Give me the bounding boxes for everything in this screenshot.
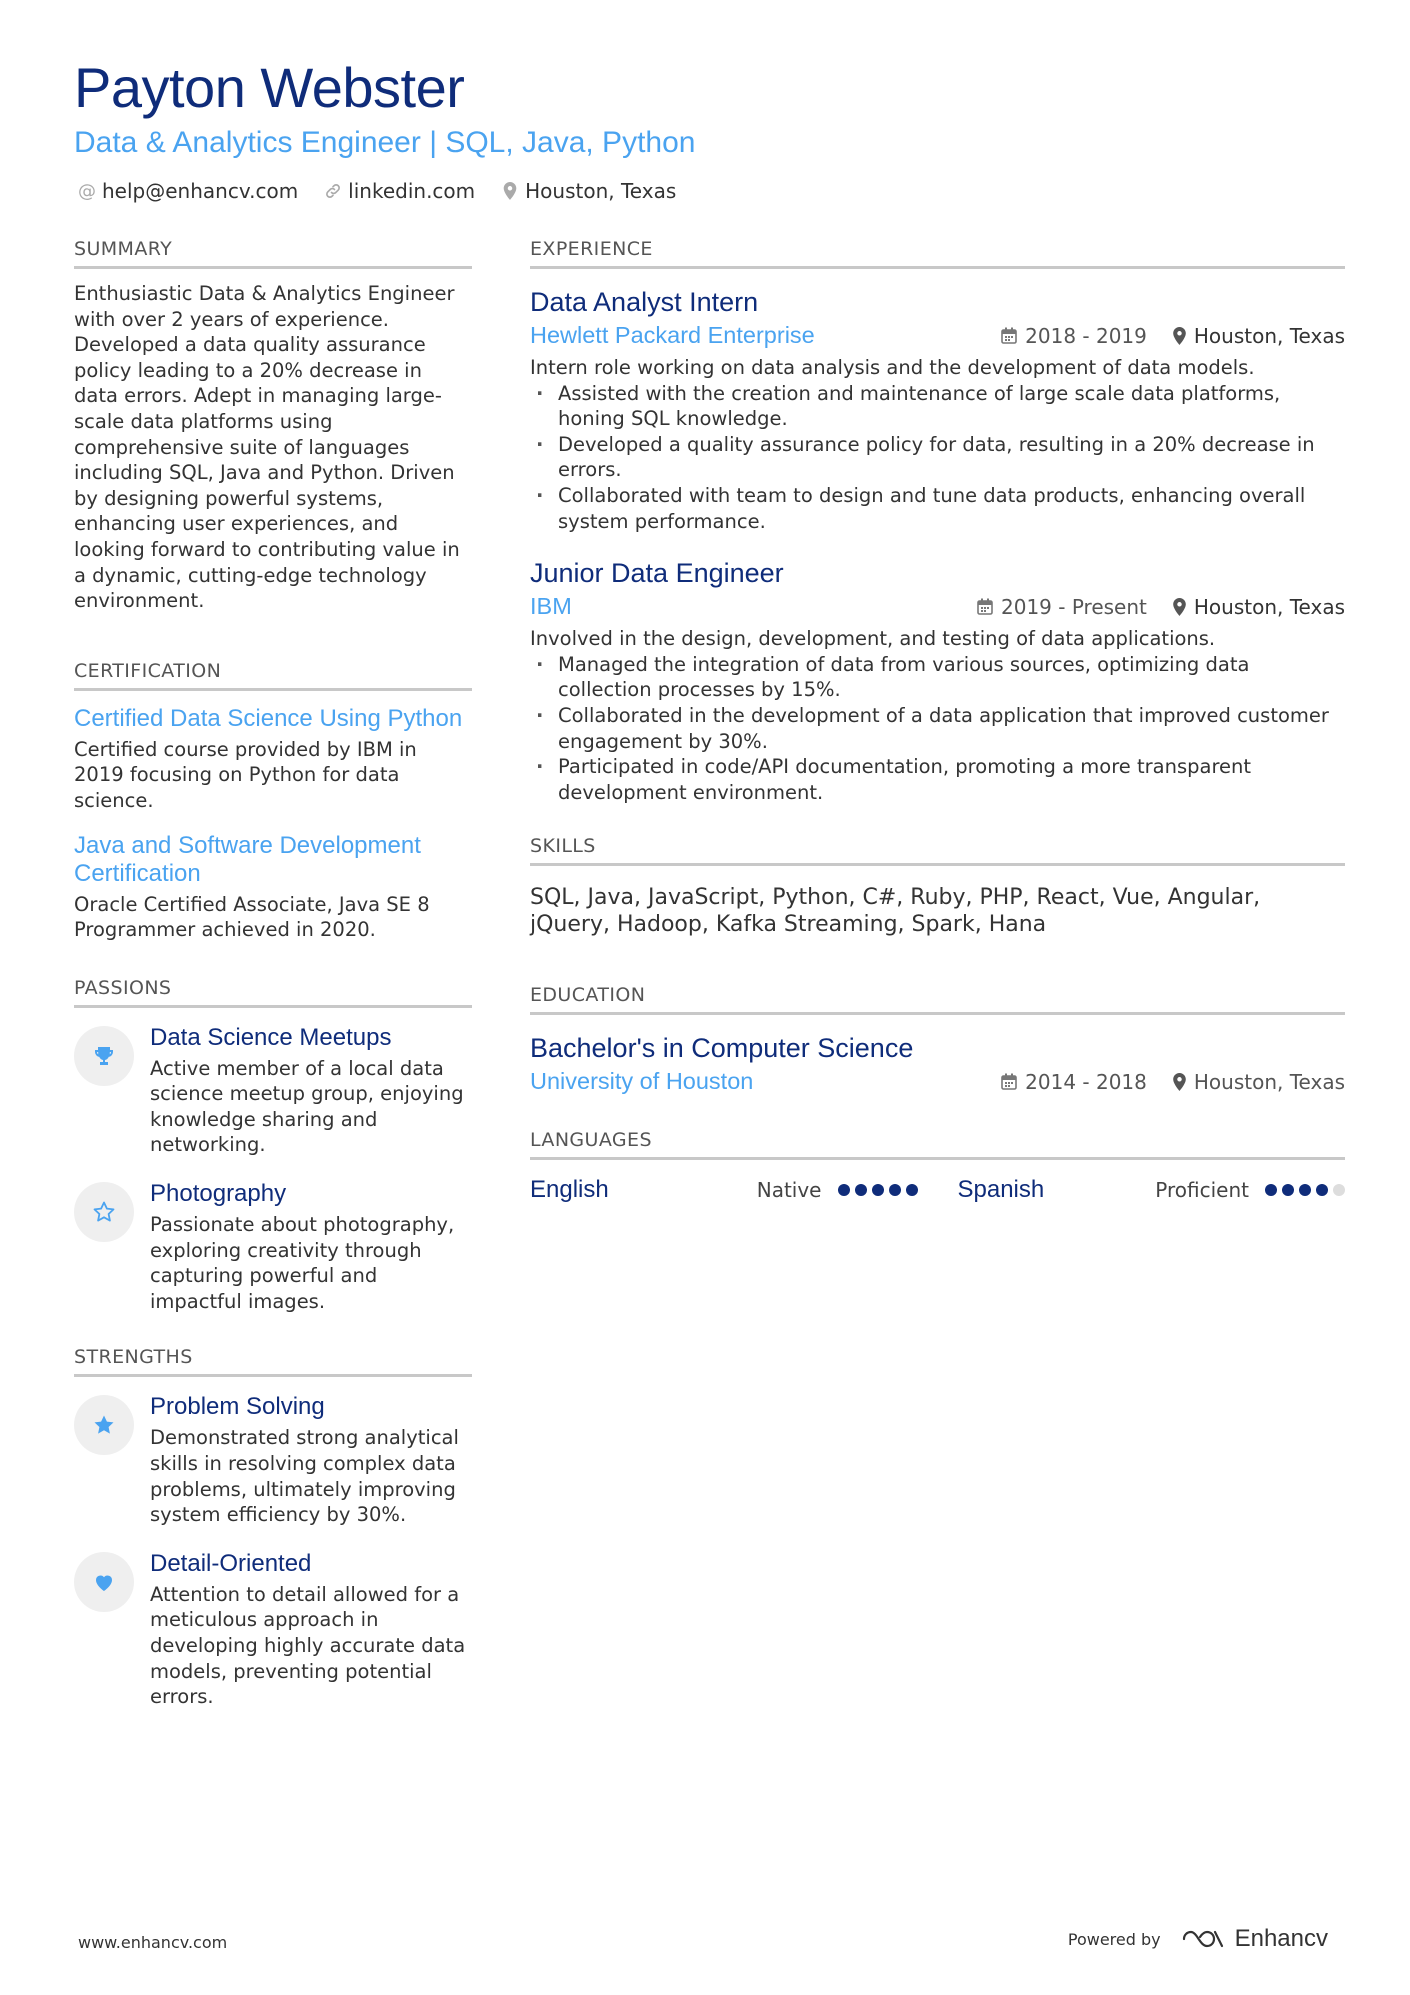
contact-linkedin-text: linkedin.com <box>348 179 476 203</box>
strengths-heading: STRENGTHS <box>74 1346 472 1377</box>
education-school: University of Houston <box>530 1068 754 1095</box>
strength-title: Problem Solving <box>150 1393 325 1421</box>
rating-dot-empty <box>1333 1184 1345 1196</box>
certification-title: Certified Data Science Using Python <box>74 704 463 732</box>
summary-section <box>74 238 472 614</box>
job-bullet: · Collaborated with team to design and tune data products, enhancing overall system performance. <box>530 483 1345 534</box>
experience-heading: EXPERIENCE <box>530 238 1345 269</box>
languages-heading: LANGUAGES <box>530 1129 1345 1160</box>
education-location-text: Houston, Texas <box>1193 1069 1345 1094</box>
job-bullet: · Participated in code/API documentation, promoting a more transparent development environment. <box>530 754 1345 805</box>
job-company: Hewlett Packard Enterprise <box>530 322 815 348</box>
location-pin-icon <box>501 182 519 200</box>
resume-headline: Data & Analytics Engineer | SQL, Java, Python <box>74 126 696 159</box>
job-entry <box>530 556 1345 805</box>
resume-name: Payton Webster <box>74 56 465 119</box>
education-meta-row <box>530 1068 1345 1095</box>
language-proficiency <box>1155 1178 1345 1202</box>
passion-content <box>150 1180 472 1314</box>
languages-section <box>530 1129 1345 1204</box>
location-pin-icon <box>1173 598 1186 616</box>
job-bullet: · Collaborated in the development of a data application that improved customer engagement by 30%. <box>530 703 1345 754</box>
strengths-section <box>74 1346 472 1709</box>
education-dates-text: 2014 - 2018 <box>1025 1069 1147 1094</box>
link-icon <box>324 182 342 200</box>
job-bullet: · Developed a quality assurance policy for data, resulting in a 20% decrease in errors. <box>530 432 1345 483</box>
job-location-text: Houston, Texas <box>1193 594 1345 619</box>
job-bullet: · Managed the integration of data from various sources, optimizing data collection processes by 15%. <box>530 652 1345 703</box>
footer-website[interactable]: www.enhancv.com <box>78 1933 228 1952</box>
language-name: Spanish <box>957 1176 1045 1204</box>
passions-section <box>74 977 472 1315</box>
education-dates <box>1001 1070 1147 1094</box>
certification-desc: Oracle Certified Associate, Java SE 8 Programmer achieved in 2020. <box>74 892 430 942</box>
languages-row <box>530 1176 1345 1204</box>
passion-item <box>74 1180 472 1314</box>
location-pin-icon <box>1173 1073 1186 1091</box>
rating-dot-filled <box>1316 1184 1328 1196</box>
passion-item <box>74 1024 472 1158</box>
job-dates <box>1001 324 1147 348</box>
job-meta-row <box>530 593 1345 620</box>
passion-desc: Passionate about photography, exploring creativity through capturing powerful and impactful images. <box>150 1213 455 1313</box>
language-item <box>958 1176 1346 1204</box>
job-dates <box>977 595 1147 619</box>
certification-heading: CERTIFICATION <box>74 660 472 691</box>
rating-dot-filled <box>1265 1184 1277 1196</box>
contact-linkedin[interactable] <box>324 179 475 203</box>
job-title: Junior Data Engineer <box>530 558 784 589</box>
passion-title: Photography <box>150 1180 287 1208</box>
rating-dot-filled <box>855 1184 867 1196</box>
education-location <box>1173 1070 1345 1094</box>
trophy-icon <box>74 1026 134 1086</box>
certification-item <box>74 832 472 943</box>
contact-email[interactable] <box>78 179 298 203</box>
contact-bar <box>78 179 676 203</box>
education-section <box>530 984 1345 1095</box>
at-icon: @ <box>78 180 96 202</box>
job-description: Intern role working on data analysis and the development of data models. <box>530 356 1255 379</box>
strength-desc: Demonstrated strong analytical skills in resolving complex data problems, ultimately improving system efficiency by 30%. <box>150 1426 459 1527</box>
job-bullet: · Assisted with the creation and maintenance of large scale data platforms, honing SQL knowledge. <box>530 381 1345 432</box>
strength-title: Detail-Oriented <box>150 1549 312 1577</box>
job-dates-text: 2018 - 2019 <box>1025 323 1147 348</box>
left-column <box>74 238 472 1732</box>
rating-dot-filled <box>1299 1184 1311 1196</box>
rating-dot-filled <box>1282 1184 1294 1196</box>
contact-location-text: Houston, Texas <box>525 179 677 203</box>
job-entry <box>530 285 1345 534</box>
education-heading: EDUCATION <box>530 984 1345 1015</box>
education-degree: Bachelor's in Computer Science <box>530 1033 914 1064</box>
skills-list: SQL, Java, JavaScript, Python, C#, Ruby, PHP, React, Vue, Angular, jQuery, Hadoop, Kafka Streaming, Spark, Hana <box>530 885 1261 938</box>
strength-item <box>74 1393 472 1527</box>
job-company: IBM <box>530 593 572 620</box>
contact-location <box>501 179 676 203</box>
passion-title: Data Science Meetups <box>150 1023 392 1051</box>
enhancv-logo-icon <box>1181 1928 1225 1950</box>
job-meta-row <box>530 322 1345 349</box>
job-location-text: Houston, Texas <box>1193 323 1345 348</box>
star-icon <box>74 1395 134 1455</box>
heart-icon <box>74 1552 134 1612</box>
certification-item <box>74 705 472 814</box>
education-meta <box>1001 1070 1345 1094</box>
right-column <box>530 238 1345 1204</box>
rating-dot-filled <box>889 1184 901 1196</box>
footer-powered <box>1068 1925 1328 1953</box>
job-bullets <box>530 381 1345 535</box>
enhancv-brand-text: Enhancv <box>1234 1925 1328 1952</box>
language-rating <box>1265 1184 1345 1196</box>
skills-heading: SKILLS <box>530 835 1345 866</box>
rating-dot-filled <box>872 1184 884 1196</box>
star-outline-icon <box>74 1182 134 1242</box>
summary-text: Enthusiastic Data & Analytics Engineer with over 2 years of experience. Developed a data quality assurance policy leading to a 20% decrease in data errors. Adept in managing large-scale data platforms using comprehensive suite of languages including SQL, Java and Python. Driven by designing powerful systems, enhancing user experiences, and looking forward to contributing value in a dynamic, cutting-edge technology environment. <box>74 282 460 613</box>
contact-email-text: help@enhancv.com <box>102 179 299 203</box>
passion-desc: Active member of a local data science meetup group, enjoying knowledge sharing and networking. <box>150 1056 464 1157</box>
strength-content <box>150 1550 472 1710</box>
passion-content <box>150 1024 472 1158</box>
job-dates-text: 2019 - Present <box>1001 594 1147 619</box>
certification-desc: Certified course provided by IBM in 2019 focusing on Python for data science. <box>74 737 417 812</box>
strength-content <box>150 1393 472 1527</box>
passions-heading: PASSIONS <box>74 977 472 1008</box>
summary-heading: SUMMARY <box>74 238 472 269</box>
job-location <box>1173 324 1345 348</box>
calendar-icon <box>1001 1073 1017 1090</box>
calendar-icon <box>1001 327 1017 344</box>
enhancv-logo[interactable] <box>1181 1925 1328 1953</box>
job-meta <box>977 595 1345 619</box>
language-rating <box>838 1184 918 1196</box>
calendar-icon <box>977 598 993 615</box>
job-meta <box>1001 324 1345 348</box>
language-name: English <box>530 1176 609 1204</box>
language-proficiency <box>757 1178 918 1202</box>
experience-section <box>530 238 1345 805</box>
language-level: Proficient <box>1155 1178 1249 1203</box>
job-location <box>1173 595 1345 619</box>
powered-by-label: Powered by <box>1067 1929 1161 1949</box>
rating-dot-filled <box>838 1184 850 1196</box>
certification-section <box>74 660 472 943</box>
certification-title: Java and Software Development Certification <box>74 831 421 887</box>
language-level: Native <box>756 1178 822 1203</box>
strength-desc: Attention to detail allowed for a meticulous approach in developing highly accurate data models, preventing potential errors. <box>150 1582 466 1709</box>
rating-dot-filled <box>906 1184 918 1196</box>
job-title: Data Analyst Intern <box>530 287 759 317</box>
strength-item <box>74 1550 472 1710</box>
skills-section <box>530 835 1345 938</box>
location-pin-icon <box>1173 327 1186 345</box>
language-item <box>530 1176 918 1204</box>
job-description: Involved in the design, development, and testing of data applications. <box>530 627 1216 651</box>
job-bullets <box>530 652 1345 806</box>
